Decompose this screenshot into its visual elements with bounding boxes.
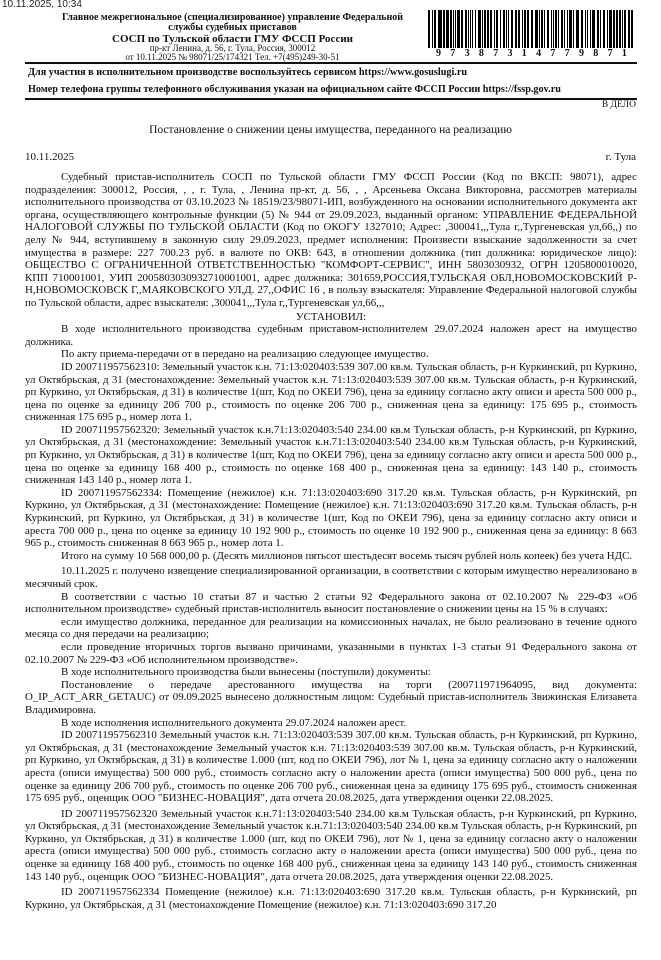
- barcode: [428, 10, 635, 60]
- barcode-digit: 9: [578, 48, 584, 59]
- barcode-bar: [446, 10, 448, 48]
- barcode-digits: [428, 48, 635, 59]
- barcode-bar: [587, 10, 588, 48]
- barcode-bar: [553, 10, 554, 48]
- gosuslugi-notice: Для участия в исполнительном производстве воспользуйтесь сервисом https://www.gosuslugi.ru: [28, 67, 468, 78]
- barcode-bar: [524, 10, 526, 48]
- barcode-bar: [508, 10, 509, 48]
- body-paragraph: ID 200711957562310 Земельный участок к.н. 71:13:020403:539 307.00 кв.м. Тульская область, р-н Куркинский, рп Куркино, ул Октябрьская, д 31 (местонахождение Земельный участок к.н. 71:13:020403:539 307.00 кв.м. Тульская область, р-н Куркинский, рп Куркино, ул Октябрьская, д 31) в количестве 1.000 (шт, код по ОКЕИ 796), лот № 1, цена за единицу согласно акту о наложении ареста (описи имущества) 500 000 руб., стоимость согласно акту о наложении ареста (описи имущества) 500 000 руб., цена по оценке за единицу 206 700 руб., стоимость по оценке 206 700 руб., сниженная цена за единицу 175 695 руб., стоимость сниженная 175 695 руб., оценщик ООО "БИЗНЕС-НОВАЦИЯ", дата отчета 20.08.2025, дата утверждения оценки 22.08.2025.: [25, 729, 637, 805]
- browser-print-timestamp: 10.11.2025, 10:34: [2, 0, 82, 10]
- barcode-bar: [585, 10, 587, 48]
- body-paragraph: если проведение вторичных торгов вызвано причинами, указанными в пунктах 1-3 статьи 91 Федерального закона от 02.10.2007 № 229-ФЗ «Об исполнительном производстве».: [25, 640, 637, 666]
- barcode-bar: [478, 10, 480, 48]
- body-paragraph: В ходе исполнения исполнительного документа 29.07.2024 наложен арест.: [61, 716, 407, 729]
- barcode-bar: [511, 10, 512, 48]
- barcode-bars: [428, 10, 635, 48]
- barcode-bar: [503, 10, 505, 48]
- section-heading: УСТАНОВИЛ:: [295, 310, 367, 323]
- barcode-bar: [443, 10, 445, 48]
- document-reference: от 10.11.2025 № 98071/25/174321 Тел. +7(495)249-30-51: [125, 52, 340, 63]
- barcode-bar: [438, 10, 439, 48]
- barcode-bar: [577, 10, 579, 48]
- header-divider-bottom: [25, 98, 637, 100]
- body-paragraph: 10.11.2025 г. получено извещение специализированной организации, в соответствии с которым имущество нереализовано в месячный срок.: [25, 565, 637, 590]
- barcode-bar: [531, 10, 533, 48]
- barcode-bar: [603, 10, 605, 48]
- barcode-digit: 7: [564, 48, 570, 59]
- body-paragraph: если имущество должника, переданное для реализации на комиссионных началах, не было реализовано в течение одного месяца со дня передачи на реализацию;: [25, 615, 637, 641]
- document-body: [25, 171, 637, 911]
- barcode-bar: [434, 10, 436, 48]
- org-department: СОСП по Тульской области ГМУ ФССП России: [112, 32, 353, 45]
- body-paragraph: Постановление о передаче арестованного имущества на торги (200711971964095, вид документа: O_IP_ACT_ARR_GETAUC) от 09.09.2025 вынесено должностным лицом: Судебный пристав-исполнитель Звижинская Елизавета Владимировна.: [25, 678, 637, 716]
- barcode-bar: [515, 10, 517, 48]
- document-header: [25, 10, 637, 63]
- barcode-bar: [439, 10, 441, 48]
- barcode-bar: [631, 10, 633, 48]
- barcode-bar: [593, 10, 595, 48]
- barcode-bar: [432, 10, 433, 48]
- barcode-bar: [470, 10, 471, 48]
- barcode-bar: [544, 10, 545, 48]
- barcode-bar: [622, 10, 623, 48]
- org-name-line2: службы судебных приставов: [168, 22, 297, 34]
- barcode-bar: [457, 10, 459, 48]
- barcode-bar: [558, 10, 559, 48]
- barcode-bar: [461, 10, 463, 48]
- barcode-bar: [522, 10, 523, 48]
- barcode-bar: [527, 10, 529, 48]
- body-paragraph: По акту приема-передачи от в передано на реализацию следующее имущество.: [61, 348, 429, 361]
- barcode-bar: [573, 10, 574, 48]
- body-paragraph: В ходе исполнительного производства были вынесены (поступили) документы:: [61, 666, 431, 679]
- barcode-bar: [590, 10, 591, 48]
- body-paragraph: В ходе исполнительного производства судебным приставом-исполнителем 29.07.2024 наложен арест на имущество должника.: [25, 323, 637, 348]
- barcode-digit: 3: [464, 48, 470, 59]
- barcode-bar: [576, 10, 577, 48]
- barcode-digit: 7: [550, 48, 556, 59]
- barcode-bar: [518, 10, 520, 48]
- barcode-digit: 7: [607, 48, 613, 59]
- barcode-bar: [600, 10, 602, 48]
- barcode-digit: 7: [450, 48, 456, 59]
- body-paragraph: ID 200711957562320: Земельный участок к.н.71:13:020403:540 234.00 кв.м Тульская область, р-н Куркинский, рп Куркино, ул Октябрьская, д 31 (местонахождение: Земельный участок к.н.71:13:020403:540 234.00 кв.м Тульская область, р-н Куркинский, рп Куркино, ул Октябрьская, д 31) в количестве 1(шт, Код по ОКЕИ 796), цена за единицу согласно акту описи и ареста 500 000 р., цена по оценке за единицу 168 400 р., стоимость по оценке 168 400 р., сниженная цена за единицу: 143 140 р., стоимость сниженная 143 140 р., номер лота 1.: [25, 423, 637, 487]
- barcode-bar: [607, 10, 609, 48]
- barcode-bar: [628, 10, 630, 48]
- barcode-bar: [484, 10, 486, 48]
- header-divider-top: [25, 62, 637, 64]
- barcode-bar: [475, 10, 477, 48]
- document-city: г. Тула: [605, 151, 636, 163]
- org-name-line1: Главное межрегиональное (специализированное) управление Федеральной: [61, 12, 403, 23]
- barcode-digit: 3: [507, 48, 513, 59]
- barcode-bar: [465, 10, 467, 48]
- barcode-bar: [428, 10, 430, 48]
- filing-stamp: В ДЕЛО: [601, 100, 636, 110]
- body-paragraph: В соответствии с частью 10 статьи 87 и частью 2 статьи 92 Федерального закона от 02.10.2007 № 229-ФЗ «Об исполнительном производстве» судебный пристав-исполнитель выносит постановление о снижении цены на 15 % в случаях:: [25, 590, 637, 616]
- barcode-digit: 4: [536, 48, 542, 59]
- barcode-bar: [453, 10, 454, 48]
- barcode-bar: [551, 10, 552, 48]
- barcode-digit: 1: [521, 48, 527, 59]
- barcode-digit: 7: [493, 48, 499, 59]
- barcode-bar: [539, 10, 541, 48]
- barcode-bar: [455, 10, 457, 48]
- organization-block: [35, 13, 430, 63]
- barcode-bar: [581, 10, 583, 48]
- org-address: пр-кт Ленина, д. 56, г. Тула, Россия, 300012: [149, 42, 316, 53]
- barcode-bar: [619, 10, 621, 48]
- barcode-bar: [450, 10, 452, 48]
- barcode-bar: [597, 10, 599, 48]
- barcode-digit: 1: [621, 48, 627, 59]
- barcode-bar: [496, 10, 498, 48]
- barcode-bar: [472, 10, 473, 48]
- barcode-digit: 8: [478, 48, 484, 59]
- barcode-bar: [506, 10, 507, 48]
- document-title: Постановление о снижении цены имущества, переданного на реализацию: [149, 124, 512, 136]
- barcode-bar: [547, 10, 549, 48]
- barcode-bar: [624, 10, 626, 48]
- barcode-bar: [494, 10, 495, 48]
- barcode-bar: [613, 10, 615, 48]
- barcode-bar: [468, 10, 470, 48]
- barcode-bar: [564, 10, 565, 48]
- barcode-bar: [535, 10, 537, 48]
- barcode-bar: [500, 10, 501, 48]
- barcode-bar: [567, 10, 569, 48]
- document-date: 10.11.2025: [25, 151, 75, 163]
- barcode-bar: [541, 10, 543, 48]
- body-paragraph: ID 200711957562334 Помещение (нежилое) к.н. 71:13:020403:690 317.20 кв.м. Тульская область, р-н Куркинский, рп Куркино, ул Октябрьская, д 31 (местонахождение Помещение (нежилое) к.н. 71:13:020403:690 317.20: [25, 886, 637, 911]
- body-paragraph: Итого на сумму 10 568 000,00 р. (Десять миллионов пятьсот шестьдесят восемь тысяч рублей ноль копеек) без учета НДС.: [61, 549, 633, 562]
- phone-info-notice: Номер телефона группы телефонного обслуживания указан на официальном сайте ФССП России https://fssp.gov.ru: [28, 84, 561, 95]
- barcode-bar: [561, 10, 563, 48]
- body-paragraph: ID 200711957562334: Помещение (нежилое) к.н. 71:13:020403:690 317.20 кв.м. Тульская область, р-н Куркинский, рп Куркино, ул Октябрьская, д 31 (местонахождение: Помещение (нежилое) к.н. 71:13:020403:690 317.20 кв.м. Тульская область, р-н Куркинский, рп Куркино, ул Октябрьская, д 31) в количестве 1(шт, Код по ОКЕИ 796), цена за единицу согласно акту описи и ареста 700 000 р., цена по оценке за единицу 10 192 900 р., стоимость по оценке 10 192 900 р., сниженная цена за единицу: 8 663 965 р., стоимость сниженная 8 663 965 р., номер лота 1.: [25, 486, 637, 550]
- barcode-bar: [569, 10, 571, 48]
- body-paragraph: Судебный пристав-исполнитель СОСП по Тульской области ГМУ ФССП России (Код по ВКСП: 98071), адрес подразделения: 300012, Россия, , , г. Тула, , Ленина пр-кт, д. 56, , , Арсеньева Оксана Викторовна, рассмотрев материалы исполнительного производства от 03.10.2023 № 18519/23/98071-ИП, возбужденного на основании исполнительного документа акт органа, осуществляющего контрольные функции (5) № 944 от 29.09.2023, выданный органом: УПРАВЛЕНИЕ ФЕДЕРАЛЬНОЙ НАЛОГОВОЙ СЛУЖБЫ ПО ТУЛЬСКОЙ ОБЛАСТИ (Код по ОКОГУ 1327010; Адрес: ,300041,,,Тула г,,Тургеневская ул,66,,) по делу № 944, вступившему в законную силу 29.09.2023, предмет исполнения: Произвести взыскание задолженности за счет имущества в размере: 227 700.23 руб. в валюте по ОКВ: 643, в отношении должника (тип должника: юридическое лицо): ОБЩЕСТВО С ОГРАНИЧЕННОЙ ОТВЕТСТВЕННОСТЬЮ "КОМФОРТ-СЕРВИС", ИНН 5803030932, ОГРН 1205800010020, КПП 710001001, УИП 2005803030932710001001, адрес должника: 301659,РОССИЯ,ТУЛЬСКАЯ ОБЛ,НОВОМОСКОВСКИЙ Р-Н,НОВОМОСКОВСК Г,,МАЯКОВСКОГО УЛ,Д. 27,,ОФИС 16 , в пользу взыскателя: Управление Федеральной налоговой службы по Тульской области, адрес взыскателя: ,300041,,,Тула г,,Тургеневская ул,66,,,: [25, 171, 637, 309]
- barcode-bar: [490, 10, 492, 48]
- barcode-bar: [609, 10, 611, 48]
- body-paragraph: ID 200711957562320 Земельный участок к.н.71:13:020403:540 234.00 кв.м Тульская область, р-н Куркинский, рп Куркино, ул Октябрьская, д 31 (местонахождение Земельный участок к.н.71:13:020403:540 234.00 кв.м Тульская область, р-н Куркинский, рп Куркино, ул Октябрьская, д 31) в количестве 1.000 (шт, код по ОКЕИ 796), лот № 1, цена за единицу согласно акту о наложении ареста (описи имущества) 500 000 руб., стоимость согласно акту о наложении ареста (описи имущества) 500 000 руб., цена по оценке за единицу 168 400 руб., стоимость по оценке 168 400 руб., сниженная цена за единицу 143 140 руб., стоимость сниженная 143 140 руб., оценщик ООО "БИЗНЕС-НОВАЦИЯ", дата отчета 20.08.2025, дата утверждения оценки 22.08.2025.: [25, 807, 637, 883]
- barcode-digit: 8: [593, 48, 599, 59]
- barcode-bar: [512, 10, 513, 48]
- barcode-digit: 9: [436, 48, 441, 59]
- barcode-bar: [616, 10, 618, 48]
- body-paragraph: ID 200711957562310: Земельный участок к.н. 71:13:020403:539 307.00 кв.м. Тульская область, р-н Куркинский, рп Куркино, ул Октябрьская, д 31 (местонахождение: Земельный участок к.н. 71:13:020403:539 307.00 кв.м. Тульская область, р-н Куркинский, рп Куркино, ул Октябрьская, д 31) в количестве 1(шт, Код по ОКЕИ 796), цена за единицу согласно акту описи и ареста 500 000 р., цена по оценке за единицу 206 700 р., стоимость по оценке 206 700 р., сниженная цена за единицу: 175 695 р., стоимость сниженная 175 695 р., номер лота 1.: [25, 360, 637, 424]
- barcode-bar: [487, 10, 489, 48]
- barcode-bar: [555, 10, 557, 48]
- barcode-bar: [592, 10, 593, 48]
- barcode-bar: [482, 10, 483, 48]
